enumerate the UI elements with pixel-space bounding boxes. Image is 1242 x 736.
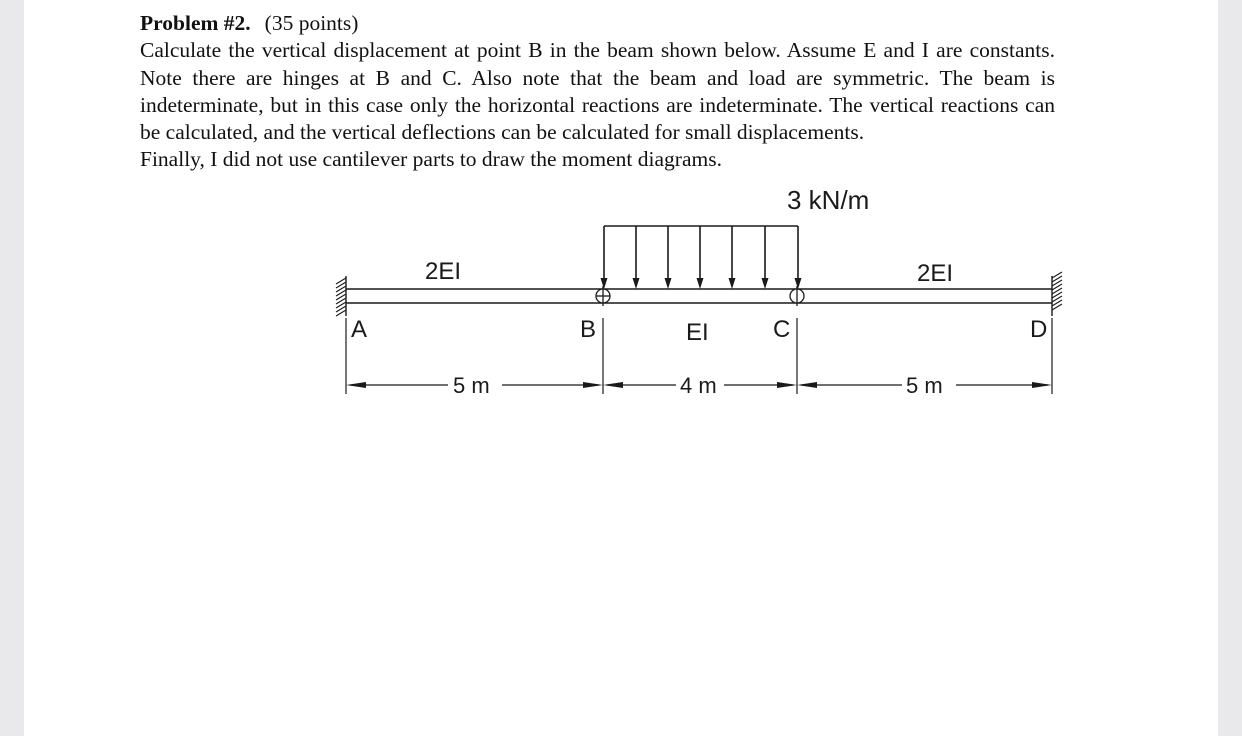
dim-bc-arrow-left xyxy=(603,382,623,388)
problem-body-line-1: Calculate the vertical displacement at point B in the beam shown below. Assume E and I are xyxy=(140,38,963,63)
point-a-label: A xyxy=(351,316,368,343)
load-arrows xyxy=(601,226,802,289)
point-c-label: C xyxy=(773,316,791,343)
load-arrow xyxy=(729,226,736,289)
middle-stiffness-label: EI xyxy=(686,319,709,346)
dim-cd-arrow-right xyxy=(1032,382,1052,388)
load-arrow-head xyxy=(729,278,736,289)
load-arrow-head xyxy=(762,278,769,289)
problem-body-line-4: reactions can be calculated, and the vertical deflections can be calculated for small displacements. xyxy=(140,92,1055,145)
dimension-ab xyxy=(346,373,603,398)
distributed-load xyxy=(601,226,802,289)
dim-bc-label: 4 m xyxy=(680,373,717,398)
load-arrow-head xyxy=(633,278,640,289)
dimension-cd xyxy=(797,373,1052,398)
fixed-support-left xyxy=(336,276,346,316)
dim-ab-arrow-right xyxy=(583,382,603,388)
problem-points: (35 points) xyxy=(264,11,359,35)
problem-body-line-2: constants. Note there are hinges at B and C. Also note that the beam and load are symmetric. The xyxy=(140,38,1056,90)
dim-cd-arrow-left xyxy=(797,382,817,388)
problem-title: Problem #2. xyxy=(140,11,251,35)
load-arrow xyxy=(665,226,672,289)
dim-ab-arrow-left xyxy=(346,382,366,388)
left-wall-hatch xyxy=(336,278,346,316)
load-arrow xyxy=(633,226,640,289)
distributed-load-label: 3 kN/m xyxy=(787,185,870,215)
load-arrow xyxy=(762,226,769,289)
load-arrow-head xyxy=(795,278,802,289)
load-arrow-head xyxy=(697,278,704,289)
load-arrow xyxy=(601,226,608,289)
right-wall-hatch xyxy=(1052,272,1062,310)
load-arrow xyxy=(697,226,704,289)
problem-body-line-3: beam is indeterminate, but in this case only the horizontal reactions are indeterminate. The vertical xyxy=(140,65,1055,117)
dim-ab-label: 5 m xyxy=(453,373,490,398)
point-d-label: D xyxy=(1030,316,1048,343)
load-label-group xyxy=(787,185,869,215)
load-arrow-head xyxy=(601,278,608,289)
dimension-bc xyxy=(603,373,797,398)
dim-cd-label: 5 m xyxy=(906,373,943,398)
left-stiffness-label: 2EI xyxy=(425,258,462,285)
right-stiffness-label: 2EI xyxy=(917,260,954,287)
load-arrow-head xyxy=(665,278,672,289)
beam xyxy=(346,289,1052,303)
point-b-label: B xyxy=(580,316,597,343)
load-arrow xyxy=(795,226,802,289)
problem-body-line-5: Finally, I did not use cantilever parts to draw the moment diagrams. xyxy=(140,147,722,172)
dim-bc-arrow-right xyxy=(777,382,797,388)
fixed-support-right xyxy=(1052,272,1062,316)
